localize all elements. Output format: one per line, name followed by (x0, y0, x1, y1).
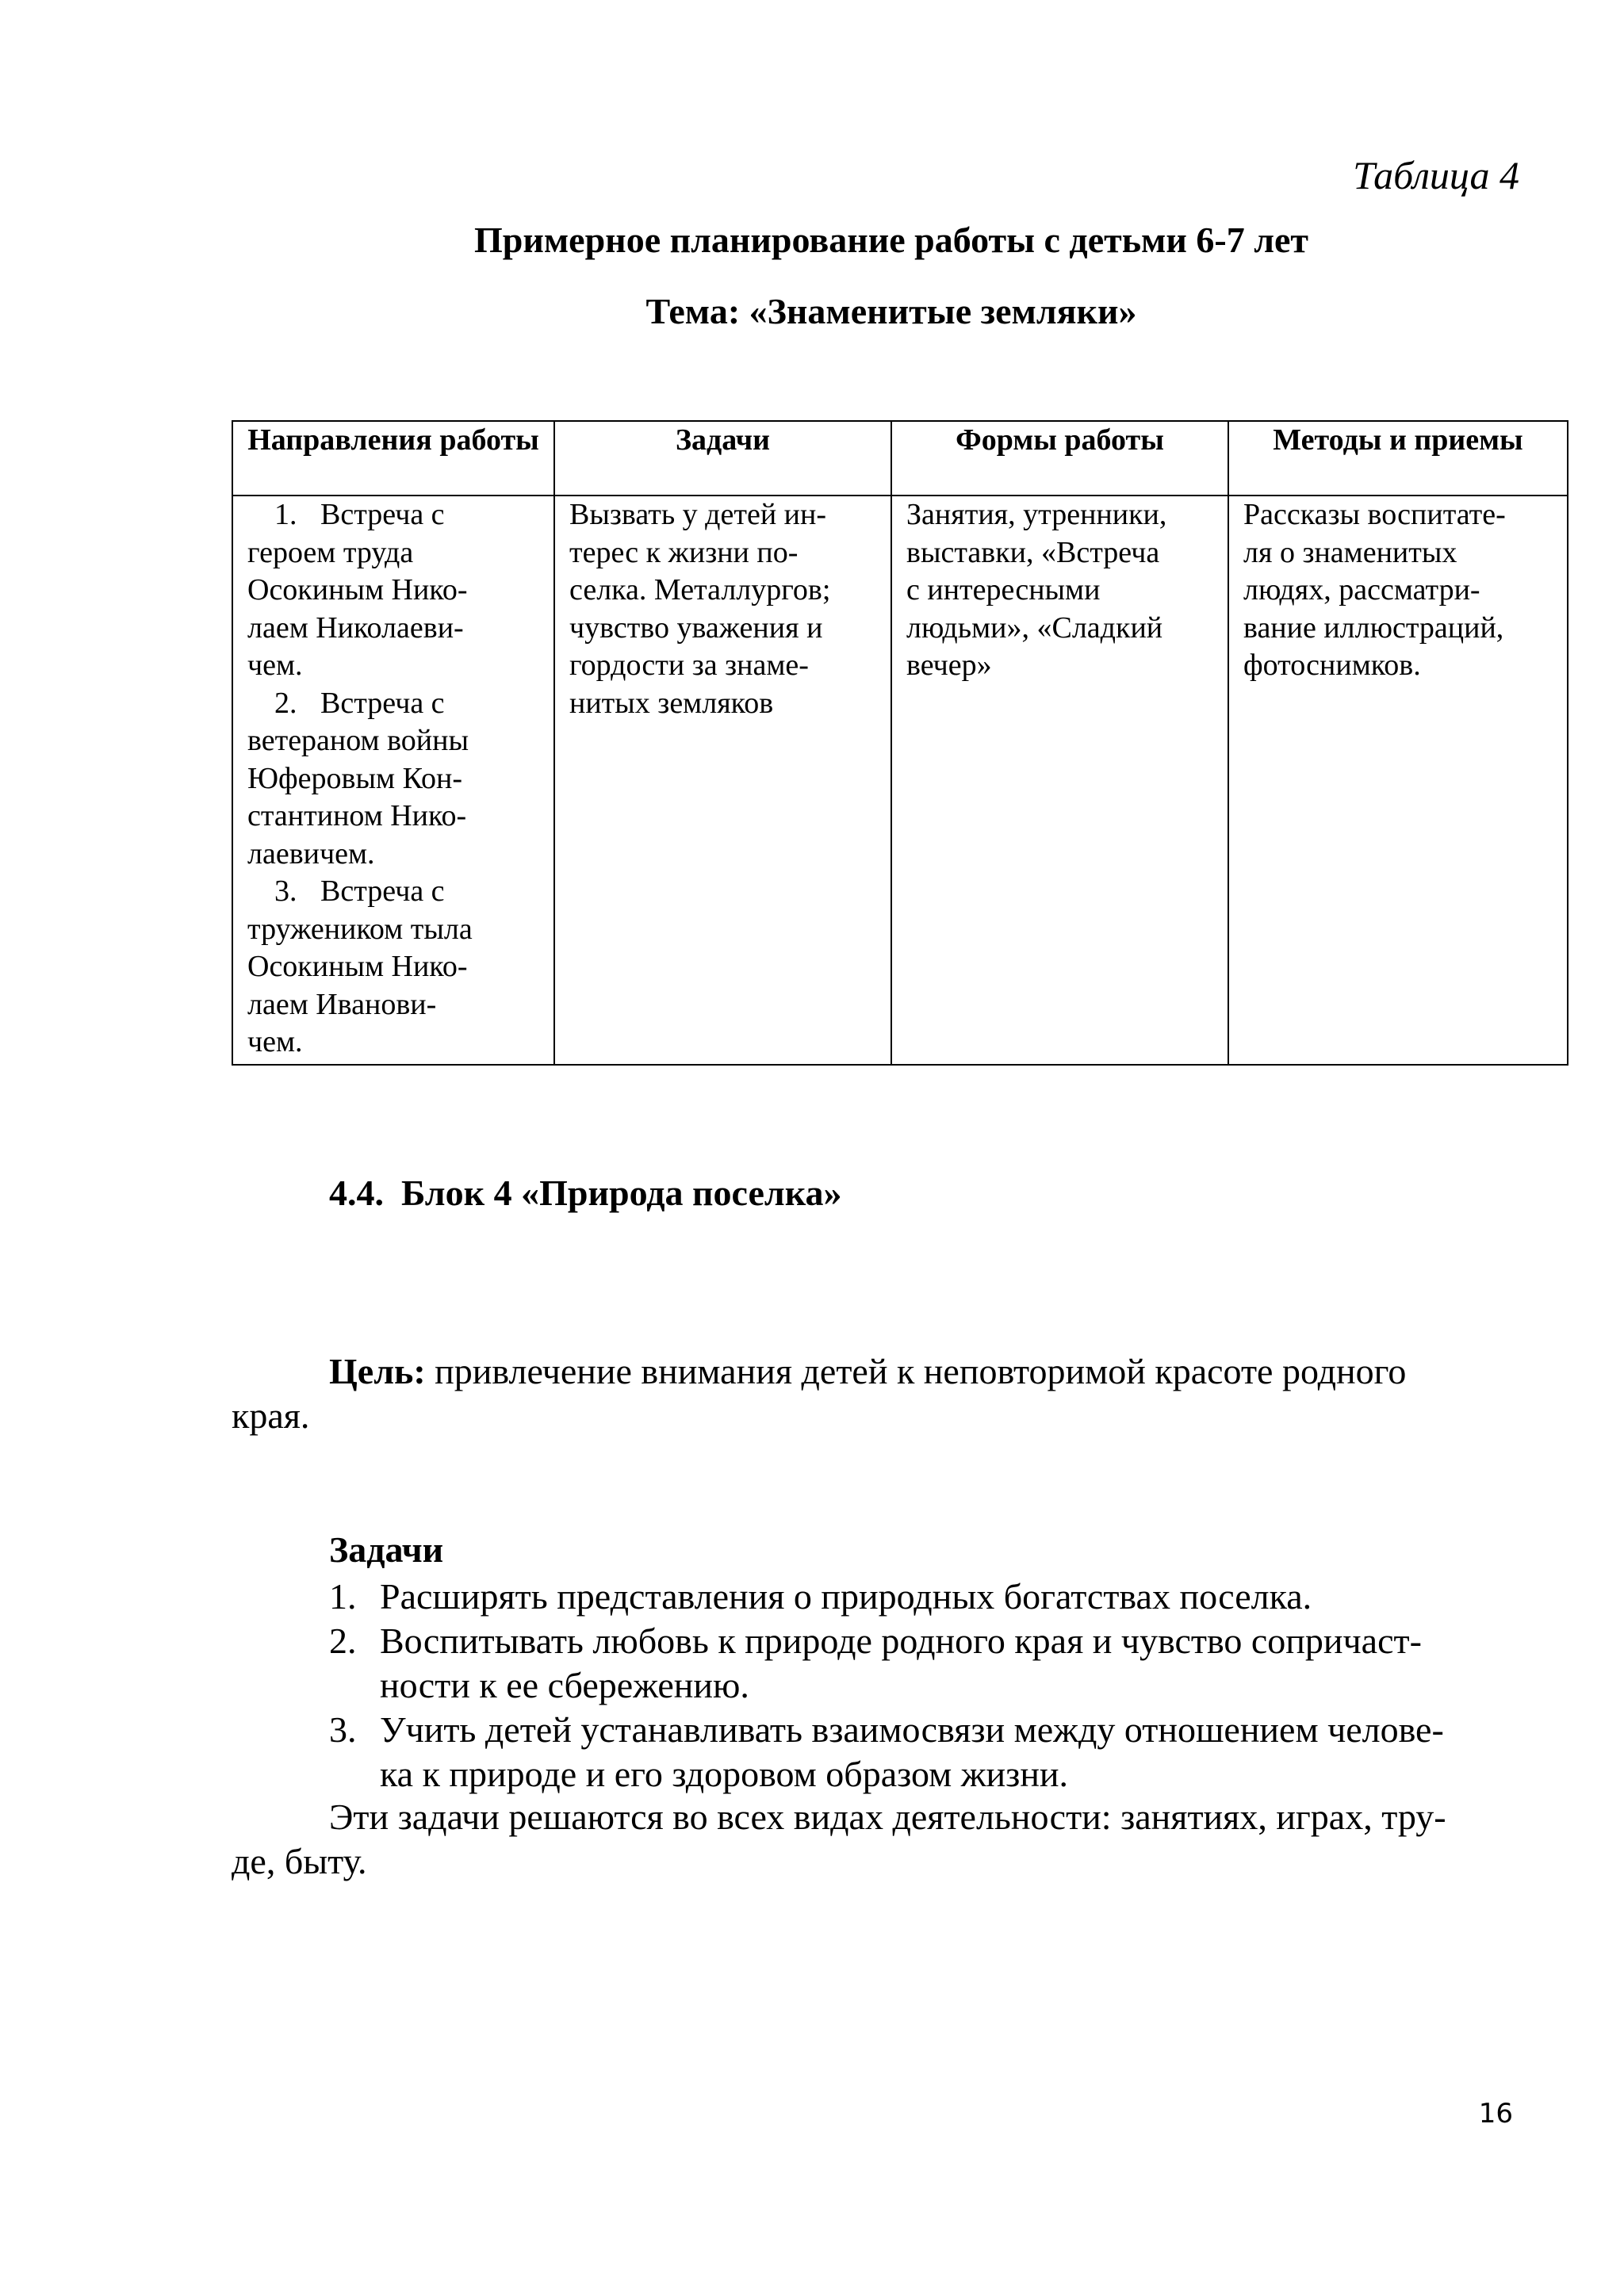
section-heading (329, 1172, 842, 1214)
direction-item (247, 873, 547, 1062)
cell-line: ля о знаменитых (1243, 535, 1457, 569)
direction-line: героем труда (247, 535, 414, 569)
direction-item (247, 496, 547, 685)
closing-paragraph (232, 1795, 1510, 1884)
cell-line: Вызвать у детей ин- (569, 498, 826, 531)
direction-number: 3. (274, 874, 297, 908)
direction-line: лаем Иванови- (247, 987, 437, 1021)
closing-text-continued: де, быту. (232, 1841, 367, 1881)
list-text: Учить детей устанавливать взаимосвязи между отношением челове- (380, 1709, 1444, 1750)
closing-text: Эти задачи решаются во всех видах деятельности: занятиях, играх, тру- (329, 1797, 1446, 1837)
goal-text-continued: края. (232, 1395, 310, 1436)
planning-table (232, 420, 1568, 1066)
direction-line: Осокиным Нико- (247, 950, 468, 983)
page-number: 16 (1478, 2098, 1513, 2130)
forms-cell (891, 496, 1228, 1065)
methods-cell (1228, 496, 1568, 1065)
direction-line: тружеником тыла (247, 912, 473, 946)
direction-line: Юферовым Кон- (247, 761, 463, 795)
direction-line: Встреча с (320, 686, 445, 720)
list-text: Расширять представления о природных богатствах поселка. (380, 1576, 1312, 1617)
list-text-continued: ка к природе и его здоровом образом жизни. (380, 1754, 1069, 1794)
goal-paragraph (232, 1349, 1510, 1438)
tasks-heading: Задачи (329, 1529, 444, 1570)
goal-text: привлечение внимания детей к неповторимой красоте родного (425, 1351, 1407, 1391)
goal-label: Цель: (329, 1351, 426, 1391)
column-header: Методы и приемы (1228, 421, 1568, 496)
direction-line: Осокиным Нико- (247, 573, 468, 607)
cell-line: людьми», «Сладкий (906, 610, 1163, 645)
direction-line: Встреча с (320, 498, 445, 531)
cell-line: Рассказы воспитате- (1243, 498, 1506, 531)
list-item (329, 1575, 1312, 1619)
page-title: Примерное планирование работы с детьми 6-7 лет (473, 220, 1309, 260)
section-number: 4.4. (329, 1173, 384, 1213)
cell-line: Занятия, утренники, (906, 498, 1167, 531)
table-label: Таблица 4 (1353, 153, 1519, 197)
section-title: Блок 4 «Природа поселка» (401, 1173, 842, 1213)
direction-number: 1. (274, 498, 297, 531)
direction-line: Встреча с (320, 874, 445, 908)
direction-line: ветераном войны (247, 724, 469, 757)
direction-item (247, 685, 547, 874)
list-number: 3. (329, 1709, 357, 1750)
list-item (329, 1708, 1444, 1797)
column-header: Формы работы (891, 421, 1228, 496)
direction-number: 2. (274, 686, 297, 720)
page-subtitle: Тема: «Знаменитые земляки» (645, 291, 1137, 331)
cell-line: с интересными (906, 573, 1101, 607)
list-number: 1. (329, 1576, 357, 1617)
cell-line: выставки, «Встреча (906, 535, 1160, 569)
cell-line: вечер» (906, 649, 992, 682)
tasks-cell (554, 496, 891, 1065)
cell-line: селка. Металлургов; (569, 573, 831, 607)
list-text-continued: ности к ее сбережению. (380, 1665, 749, 1705)
direction-line: чем. (247, 649, 303, 682)
cell-line: фотоснимков. (1243, 649, 1421, 682)
table-header-row (232, 421, 1568, 496)
table-row (232, 496, 1568, 1065)
cell-line: людях, рассматри- (1243, 573, 1480, 607)
list-text: Воспитывать любовь к природе родного края и чувство сопричаст- (380, 1621, 1422, 1661)
direction-line: стантином Нико- (247, 799, 467, 832)
directions-cell (232, 496, 554, 1065)
list-number: 2. (329, 1621, 357, 1661)
list-item (329, 1619, 1422, 1708)
column-header: Направления работы (232, 421, 554, 496)
cell-line: нитых земляков (569, 686, 774, 720)
cell-line: вание иллюстраций, (1243, 610, 1504, 645)
direction-line: лаевичем. (247, 836, 375, 871)
direction-line: лаем Николаеви- (247, 610, 464, 645)
direction-line: чем. (247, 1025, 303, 1058)
column-header: Задачи (554, 421, 891, 496)
cell-line: терес к жизни по- (569, 535, 799, 569)
cell-line: гордости за знаме- (569, 649, 809, 682)
cell-line: чувство уважения и (569, 610, 823, 645)
